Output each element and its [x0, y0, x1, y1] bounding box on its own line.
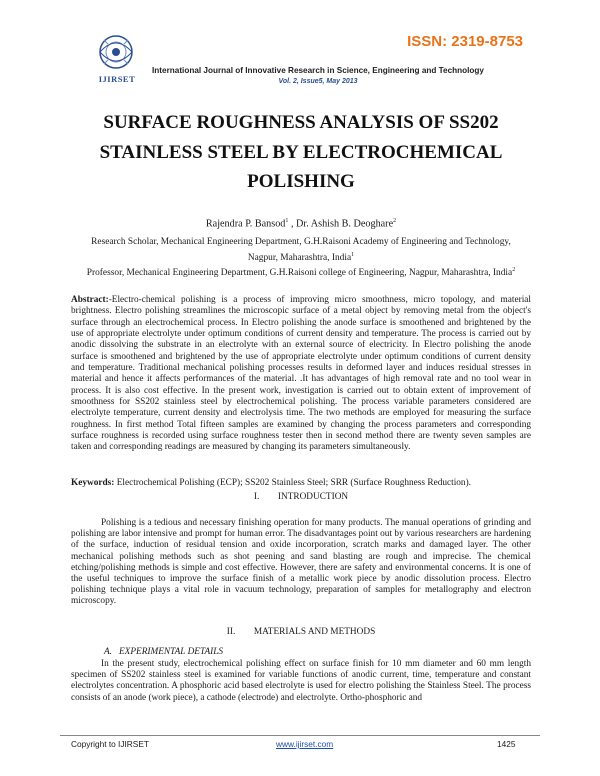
journal-name: International Journal of Innovative Research in Science, Engineering and Technology: [152, 66, 484, 75]
affiliation-2-sup: 2: [512, 267, 516, 273]
issn-number: ISSN: 2319-8753: [407, 33, 523, 50]
footer-website-link[interactable]: www.ijirset.com: [276, 739, 334, 749]
paper-title: SURFACE ROUGHNESS ANALYSIS OF SS202 STAINLESS STEEL BY ELECTROCHEMICAL POLISHING: [99, 112, 503, 192]
journal-logo-icon: [90, 30, 142, 78]
methods-paragraph: In the present study, electrochemical polishing effect on surface finish for 10 mm diameter and 60 mm length specimen of SS202 stainless steel is examined for variable functions of anodic current, time, temperature and constant electrolytes concentration. A phosphoric acid based electrolyte is used for electro polishing the Stainless Steel. The process consists of an anode (work piece), a cathode (electrode) and electrolyte. Ortho-phosphoric and: [71, 659, 531, 703]
abstract: [71, 295, 531, 454]
author-1: Rajendra P. Bansod: [205, 218, 286, 230]
introduction-paragraph: Polishing is a tedious and necessary finishing operation for many products. The manual operations of grinding and polishing are labor intensive and prompt for human error. The disadvantages point out by various researchers are hardening of the surface, induction of residual tension and oxide incorporation, scratch marks and damaged layer. The other mechanical polishing methods such as shot peening and sand blasting are rough and imprecise. The chemical etching/polishing methods is simple and cost effective. However, there are safety and environmental concerns. It is one of the useful techniques to improve the surface finish of a metallic work piece by anodic dissolution process. Electro polishing technique plays a vital role in vacuum technology, preparation of samples for metallography and electron microscopy.: [71, 518, 531, 607]
affiliation-2: [70, 264, 532, 280]
journal-volume: Vol. 2, Issue5, May 2013: [278, 78, 358, 85]
author-2: , Dr. Ashish B. Deoghare: [288, 218, 394, 230]
affiliation-1-line1: Research Scholar, Mechanical Engineering Department, G.H.Raisoni Academy of Engineering and Technology,: [91, 237, 511, 247]
keywords-text: Electrochemical Polishing (ECP); SS202 Stainless Steel; SRR (Surface Roughness Reduction).: [114, 478, 471, 488]
affiliation-1-line2: Nagpur, Maharashtra, India: [247, 252, 352, 263]
affiliation-2-text: Professor, Mechanical Engineering Department, G.H.Raisoni college of Engineering, Nagpur, Maharashtra, India: [86, 268, 513, 279]
section-heading-introduction: I. INTRODUCTION: [253, 492, 349, 502]
footer-divider: [60, 735, 540, 736]
author-2-sup: 2: [393, 218, 397, 224]
keywords: [71, 478, 531, 488]
page-number: 1425: [497, 739, 516, 749]
logo-text: IJIRSET: [98, 74, 136, 84]
abstract-label: Abstract:: [71, 295, 109, 305]
footer-copyright: Copyright to IJIRSET: [71, 739, 149, 749]
keywords-label: Keywords:: [71, 478, 115, 488]
author-line: [70, 218, 532, 229]
affiliation-1-sup: 1: [351, 251, 355, 258]
abstract-text: -Electro-chemical polishing is a process of improving micro smoothness, micro topology, and material brightness. Electro polishing streamlines the microscopic surface of a metal object by removing metal from the object's surface through an electrochemical process. In Electro polishing the anode surface is smoothened and brightened by the use of appropriate electrolyte under optimum conditions of current density and temperature. The process is carried out by anodic dissolving the substrate in an electrolyte with an external source of electricity. In Electro polishing the anode surface is smoothened and brightened by the use of appropriate electrolyte under optimum conditions of current density and temperature. Traditional mechanical polishing processes results in deformed layer and induces residual stresses in material and hence it affects performances of the material. .It has advantages of high removal rate and no tool wear in process. It is also cost effective. In the present work, investigation is carried out to obtain extent of improvement of smoothness for SS202 stainless steel by electrochemical polishing. The process variable parameters considered are electrolyte temperature, current density and electrolysis time. The two methods are employed for measuring the surface roughness. In first method Total fifteen samples are examined by changing the process parameters and corresponding surface roughness is recorded using surface roughness tester then in second method there are twenty seven samples are taken and corresponding readings are measured by changing its parameters simultaneously.: [71, 295, 531, 453]
affiliation-1: [70, 236, 532, 264]
section-heading-methods: II. MATERIALS AND METHODS: [226, 627, 376, 637]
author-1-sup: 1: [285, 218, 289, 224]
subsection-heading: A. EXPERIMENTAL DETAILS: [104, 647, 224, 657]
